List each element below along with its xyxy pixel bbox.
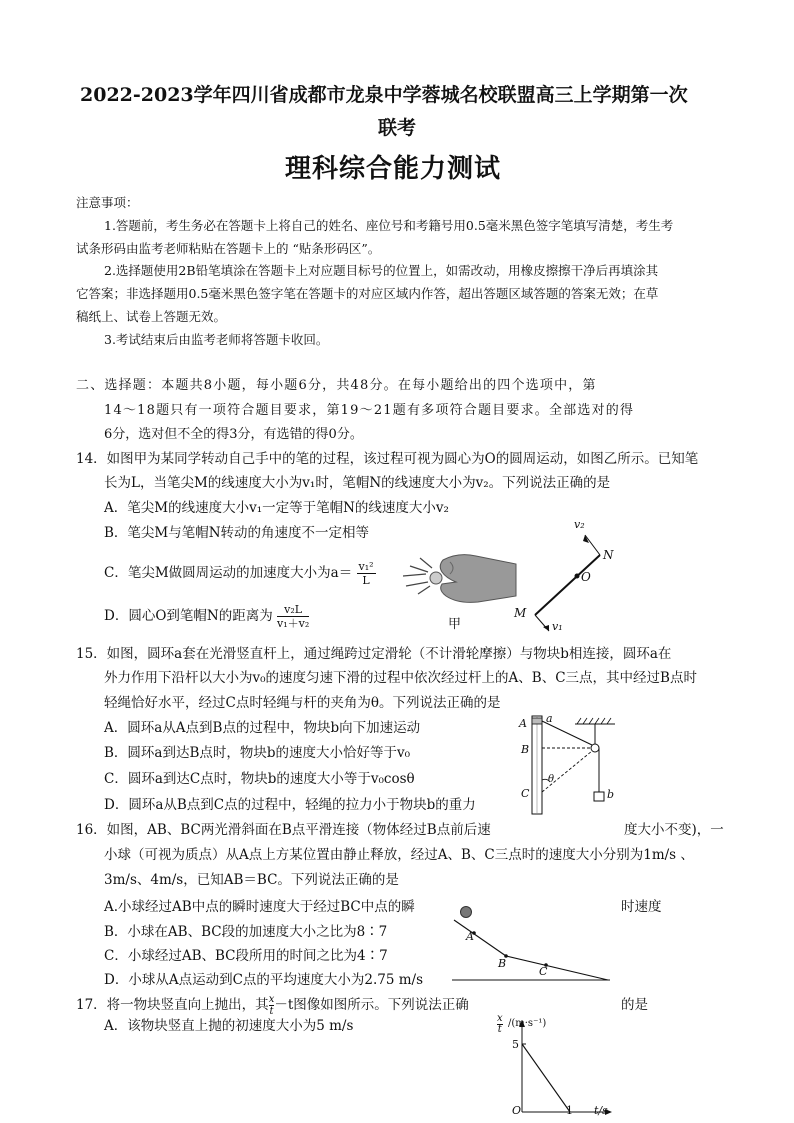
q14-figure-jia-label: 甲 <box>448 617 462 632</box>
q16-stem-line-1b: 度大小不变)，一 <box>624 822 724 838</box>
main-title: 理科综合能力测试 <box>285 154 502 184</box>
q16-option-a-part-1: A.小球经过AB中点的瞬时速度大于经过BC中点的瞬 <box>104 899 415 915</box>
q15-label-block-b: b <box>607 788 615 801</box>
q14-label-v2: v₂ <box>574 518 585 531</box>
q17-tick-1: 1 <box>566 1104 573 1117</box>
q15-label-theta: θ <box>548 774 555 785</box>
q14-hand-figure <box>398 546 518 616</box>
q17-axis-y-label <box>497 1014 503 1035</box>
q16-label-a: A <box>466 930 474 943</box>
q15-option-a: A．圆环a从A点到B点的过程中，物块b向下加速运动 <box>104 720 421 736</box>
q14-option-c-text: C．笔尖M做圆周运动的加速度大小为a＝ <box>104 565 353 581</box>
q15-option-d: D．圆环a从B点到C点的过程中，轻绳的拉力小于物块b的重力 <box>104 797 476 813</box>
notice-heading: 注意事项： <box>76 195 139 210</box>
q14-option-d-numerator: v₂L <box>277 603 309 617</box>
notice-item-2-line-3: 稿纸上、试卷上答题无效。 <box>76 309 227 324</box>
section-2-line-2: 14～18题只有一项符合题目要求，第19～21题有多项符合题目要求。全部选对的得 <box>104 403 635 418</box>
q17-tick-5: 5 <box>512 1038 519 1051</box>
notice-item-1-line-1: 1.答题前，考生务必在答题卡上将自己的姓名、座位号和考籍号用0.5毫米黑色签字笔填写清楚，考生考 <box>104 218 674 233</box>
q16-stem-line-2: 小球（可视为质点）从A点上方某位置由静止释放，经过A、B、C三点时的速度大小分别为1m/s 、 <box>104 847 694 863</box>
q14-stem-line-1: 14．如图甲为某同学转动自己手中的笔的过程，该过程可视为圆心为O的圆周运动，如图乙所示。已知笔 <box>76 451 699 467</box>
q16-option-c: C．小球经过AB、BC段所用的时间之比为4∶7 <box>104 948 388 964</box>
q17-stem-part-3: 的是 <box>621 997 648 1013</box>
q17-tick-origin: O <box>512 1104 522 1117</box>
q17-stem-fraction-denominator: t <box>269 1006 274 1017</box>
q16-option-d: D．小球从A点运动到C点的平均速度大小为2.75 m/s <box>104 972 424 988</box>
notice-item-3: 3.考试结束后由监考老师将答题卡收回。 <box>104 332 329 347</box>
q15-label-a-point: A <box>519 717 527 730</box>
q14-label-n: N <box>603 548 614 562</box>
title-line-1: 2022-2023学年四川省成都市龙泉中学蓉城名校联盟高三上学期第一次 <box>80 84 688 106</box>
q14-option-d-text: D．圆心O到笔帽N的距离为 <box>104 608 273 624</box>
section-2-line-1: 二、选择题：本题共8小题，每小题6分，共48分。在每小题给出的四个选项中，第 <box>76 378 597 393</box>
q15-label-c-point: C <box>521 787 530 800</box>
q15-option-c: C．圆环a到达C点时，物块b的速度大小等于v₀cosθ <box>104 771 415 787</box>
q14-option-d-fraction <box>277 603 309 630</box>
q15-option-b: B．圆环a到达B点时，物块b的速度大小恰好等于v₀ <box>104 745 411 761</box>
notice-item-1-line-2: 试条形码由监考老师粘贴在答题卡上的 “贴条形码区”。 <box>76 241 381 256</box>
q14-option-d <box>104 603 309 630</box>
notice-item-2-line-1: 2.选择题使用2B铅笔填涂在答题卡上对应题目标号的位置上，如需改动，用橡皮擦擦干净后再填涂其 <box>104 263 659 278</box>
title-line-2: 联考 <box>378 117 417 139</box>
q14-label-v1: v₁ <box>552 620 563 633</box>
section-2-line-3: 6分，选对但不全的得3分，有选错的得0分。 <box>104 427 363 442</box>
q16-option-a-part-2: 时速度 <box>621 899 662 915</box>
q17-axis-x-label: t/s <box>594 1104 608 1117</box>
q14-label-o: O <box>581 570 591 584</box>
q16-label-c: C <box>539 965 548 978</box>
q14-stem-line-2: 长为L，当笔尖M的线速度大小为v₁时，笔帽N的线速度大小为v₂。下列说法正确的是 <box>104 475 611 491</box>
q17-stem-part-1: 17．将一物块竖直向上抛出，其 <box>76 997 269 1013</box>
q17-axis-y-numerator: x <box>497 1013 503 1024</box>
q16-label-b: B <box>498 957 507 970</box>
q15-label-b-point: B <box>521 743 530 756</box>
q14-option-d-denominator: v₁＋v₂ <box>277 617 310 630</box>
q15-stem-line-1: 15．如图，圆环a套在光滑竖直杆上，通过绳跨过定滑轮（不计滑轮摩擦）与物块b相连接，圆环a在 <box>76 646 672 662</box>
q15-stem-line-3: 轻绳恰好水平，经过C点时轻绳与杆的夹角为θ。下列说法正确的是 <box>104 695 501 711</box>
q14-label-m: M <box>514 606 527 620</box>
q16-option-b: B．小球在AB、BC段的加速度大小之比为8∶7 <box>104 924 388 940</box>
q16-stem-line-3: 3m/s、4m/s，已知AB＝BC。下列说法正确的是 <box>104 872 399 888</box>
q14-option-a: A．笔尖M的线速度大小v₁一定等于笔帽N的线速度大小v₂ <box>104 500 449 516</box>
q14-option-c <box>104 560 376 587</box>
q17-stem-part-2: －t图像如图所示。下列说法正确 <box>274 997 469 1013</box>
q14-option-c-fraction <box>357 560 376 587</box>
notice-item-2-line-2: 它答案；非选择题用0.5毫米黑色签字笔在答题卡的对应区域内作答，超出答题区域答题的答案无效；在草 <box>76 286 659 301</box>
q15-pulley-diagram <box>515 712 620 817</box>
q17-axis-y-denominator: t <box>497 1024 502 1035</box>
q15-stem-line-2: 外力作用下沿杆以大小为v₀的速度匀速下滑的过程中依次经过杆上的A、B、C三点，其中经过B点时 <box>104 670 697 686</box>
q17-option-a: A．该物块竖直上抛的初速度大小为5 m/s <box>104 1018 354 1034</box>
q15-label-ring-a: a <box>546 712 553 725</box>
q14-option-c-denominator: L <box>362 574 370 587</box>
q14-option-c-numerator: v₁² <box>358 560 374 573</box>
q14-option-b: B．笔尖M与笔帽N转动的角速度不一定相等 <box>104 525 370 541</box>
q17-stem-fraction-numerator: x <box>268 994 275 1005</box>
q16-stem-line-1a: 16．如图，AB、BC两光滑斜面在B点平滑连接（物体经过B点前后速 <box>76 822 491 838</box>
q17-axis-y-unit: /(m·s⁻¹) <box>508 1018 547 1029</box>
q16-incline-diagram <box>448 902 616 984</box>
